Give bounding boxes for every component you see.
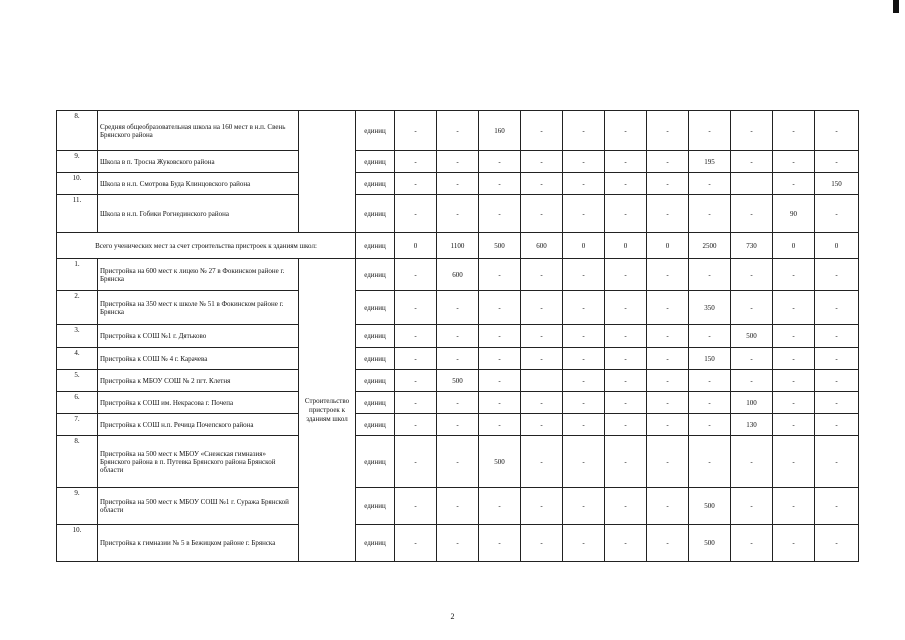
row-value: - <box>815 325 859 348</box>
row-value: 160 <box>479 111 521 151</box>
row-value: - <box>437 392 479 414</box>
row-number: 11. <box>57 195 98 233</box>
table-row <box>57 259 859 291</box>
row-unit: единиц <box>356 370 395 392</box>
row-value: - <box>395 436 437 488</box>
row-value: - <box>479 291 521 325</box>
total-value: 0 <box>395 233 437 259</box>
table-body <box>57 111 859 562</box>
row-value: - <box>521 488 563 525</box>
row-value: - <box>731 348 773 370</box>
row-value <box>731 173 773 195</box>
row-value: - <box>479 325 521 348</box>
total-value: 0 <box>647 233 689 259</box>
row-number: 8. <box>57 111 98 151</box>
table-row <box>57 370 859 392</box>
row-value: - <box>479 195 521 233</box>
row-value: - <box>731 111 773 151</box>
row-value: - <box>437 151 479 173</box>
row-value: - <box>521 291 563 325</box>
row-value: - <box>563 259 605 291</box>
row-value: - <box>605 173 647 195</box>
row-value: - <box>731 525 773 562</box>
row-value: - <box>773 436 815 488</box>
row-value: - <box>605 111 647 151</box>
row-value: - <box>479 370 521 392</box>
row-unit: единиц <box>356 151 395 173</box>
row-value: - <box>647 151 689 173</box>
row-value: - <box>647 173 689 195</box>
row-value: - <box>815 195 859 233</box>
row-value: - <box>773 392 815 414</box>
row-name: Пристройка к СОШ им. Некрасова г. Почепа <box>98 392 299 414</box>
row-value: - <box>773 348 815 370</box>
row-name: Средняя общеобразовательная школа на 160 мест в н.п. Свень Брянского района <box>98 111 299 151</box>
row-value: - <box>479 392 521 414</box>
row-value: - <box>437 195 479 233</box>
row-name: Пристройка на 500 мест к МБОУ СОШ №1 г. Суража Брянской области <box>98 488 299 525</box>
row-value: - <box>521 195 563 233</box>
row-value: - <box>437 291 479 325</box>
row-value: - <box>437 436 479 488</box>
row-value: - <box>563 414 605 436</box>
table-row <box>57 414 859 436</box>
row-name: Школа в н.п. Смотрова Буда Клинцовского района <box>98 173 299 195</box>
row-value: - <box>563 173 605 195</box>
row-value: - <box>479 151 521 173</box>
row-value: - <box>815 436 859 488</box>
row-unit: единиц <box>356 392 395 414</box>
row-unit: единиц <box>356 291 395 325</box>
row-value: - <box>773 525 815 562</box>
row-value: - <box>563 488 605 525</box>
row-value: - <box>563 291 605 325</box>
row-value: - <box>773 151 815 173</box>
row-value: - <box>605 259 647 291</box>
row-value: - <box>563 151 605 173</box>
table-row <box>57 291 859 325</box>
row-value: - <box>479 348 521 370</box>
row-name: Пристройка на 500 мест к МБОУ «Снежская гимназия» Брянского района в п. Путевка Брянского района Брянской области <box>98 436 299 488</box>
row-value: - <box>731 291 773 325</box>
row-value: - <box>605 488 647 525</box>
total-label: Всего ученических мест за счет строительства пристроек к зданиям школ: <box>57 233 356 259</box>
row-value: - <box>563 325 605 348</box>
row-value: - <box>395 151 437 173</box>
row-value: - <box>479 414 521 436</box>
row-unit: единиц <box>356 325 395 348</box>
row-name: Пристройка к СОШ № 4 г. Карачева <box>98 348 299 370</box>
row-value: - <box>647 291 689 325</box>
row-value: - <box>479 525 521 562</box>
row-number: 3. <box>57 325 98 348</box>
table-row <box>57 436 859 488</box>
row-value: - <box>395 414 437 436</box>
table-row <box>57 195 859 233</box>
row-value: - <box>773 173 815 195</box>
row-value: - <box>437 488 479 525</box>
row-value: 500 <box>479 436 521 488</box>
row-value: - <box>521 525 563 562</box>
table-row <box>57 151 859 173</box>
row-value: - <box>605 291 647 325</box>
row-value: - <box>521 259 563 291</box>
school-construction-table <box>56 110 859 562</box>
row-value: - <box>689 111 731 151</box>
row-value: 500 <box>689 488 731 525</box>
row-value: - <box>395 173 437 195</box>
row-value: - <box>815 525 859 562</box>
row-number: 5. <box>57 370 98 392</box>
row-value: - <box>521 392 563 414</box>
row-value: 195 <box>689 151 731 173</box>
row-value: - <box>479 173 521 195</box>
row-name: Пристройка к СОШ №1 г. Дятьково <box>98 325 299 348</box>
row-value: - <box>395 488 437 525</box>
row-value: - <box>563 370 605 392</box>
corner-mark <box>893 0 899 13</box>
row-value: - <box>605 325 647 348</box>
row-value: - <box>689 325 731 348</box>
row-number: 10. <box>57 525 98 562</box>
row-name: Школа в п. Тросна Жуковского района <box>98 151 299 173</box>
table-row <box>57 173 859 195</box>
total-value: 0 <box>773 233 815 259</box>
row-number: 10. <box>57 173 98 195</box>
row-value: - <box>563 436 605 488</box>
row-number: 9. <box>57 488 98 525</box>
row-name: Пристройка к гимназии № 5 в Бежицком районе г. Брянска <box>98 525 299 562</box>
table-row <box>57 488 859 525</box>
total-value: 0 <box>563 233 605 259</box>
row-value: 100 <box>731 392 773 414</box>
row-value: 150 <box>689 348 731 370</box>
table-row <box>57 348 859 370</box>
row-value: 130 <box>731 414 773 436</box>
row-unit: единиц <box>356 348 395 370</box>
row-value: - <box>521 414 563 436</box>
row-unit: единиц <box>356 488 395 525</box>
row-value: - <box>521 173 563 195</box>
row-value: - <box>437 111 479 151</box>
row-number: 1. <box>57 259 98 291</box>
row-value: - <box>815 488 859 525</box>
row-name: Школа в н.п. Гобики Рогнединского района <box>98 195 299 233</box>
row-value: - <box>773 259 815 291</box>
row-value: - <box>689 436 731 488</box>
row-value: - <box>479 488 521 525</box>
row-value: 500 <box>731 325 773 348</box>
total-value: 1100 <box>437 233 479 259</box>
row-value: - <box>773 488 815 525</box>
row-value: - <box>731 151 773 173</box>
row-name: Пристройка к МБОУ СОШ № 2 пгт. Клетня <box>98 370 299 392</box>
row-value: - <box>521 111 563 151</box>
row-unit: единиц <box>356 195 395 233</box>
row-value: - <box>563 392 605 414</box>
row-name: Пристройка на 600 мест к лицею № 27 в Фокинском районе г. Брянска <box>98 259 299 291</box>
row-value: 600 <box>437 259 479 291</box>
row-value: - <box>605 436 647 488</box>
row-value: - <box>605 525 647 562</box>
row-value: - <box>773 325 815 348</box>
row-value: - <box>647 325 689 348</box>
row-value: - <box>647 259 689 291</box>
row-value: - <box>731 259 773 291</box>
row-value: - <box>395 195 437 233</box>
total-value: 2500 <box>689 233 731 259</box>
row-value: - <box>815 111 859 151</box>
total-value: 0 <box>605 233 647 259</box>
row-value: - <box>605 348 647 370</box>
row-value: - <box>605 151 647 173</box>
row-value: 350 <box>689 291 731 325</box>
total-value: 730 <box>731 233 773 259</box>
table-row <box>57 392 859 414</box>
row-value: - <box>521 325 563 348</box>
row-value: - <box>647 488 689 525</box>
row-value: - <box>395 392 437 414</box>
row-value: - <box>395 370 437 392</box>
row-number: 4. <box>57 348 98 370</box>
row-value: - <box>647 392 689 414</box>
row-value: - <box>563 195 605 233</box>
row-number: 7. <box>57 414 98 436</box>
row-value: - <box>563 525 605 562</box>
row-value: - <box>395 525 437 562</box>
row-value <box>521 370 563 392</box>
row-value: - <box>647 370 689 392</box>
row-unit: единиц <box>356 414 395 436</box>
row-value: - <box>605 414 647 436</box>
row-unit: единиц <box>356 436 395 488</box>
row-value: - <box>521 436 563 488</box>
row-value: - <box>731 436 773 488</box>
row-value: - <box>731 195 773 233</box>
row-value: - <box>773 291 815 325</box>
row-value: - <box>563 111 605 151</box>
row-value: - <box>689 173 731 195</box>
row-value: 150 <box>815 173 859 195</box>
row-value: - <box>521 348 563 370</box>
row-value: - <box>437 325 479 348</box>
row-value: - <box>815 348 859 370</box>
row-value: - <box>689 195 731 233</box>
row-value: 500 <box>437 370 479 392</box>
row-unit: единиц <box>356 259 395 291</box>
row-value: - <box>647 348 689 370</box>
row-value: - <box>647 414 689 436</box>
category-cell-empty <box>299 111 356 233</box>
row-value: - <box>731 488 773 525</box>
total-unit: единиц <box>356 233 395 259</box>
row-value: - <box>437 525 479 562</box>
row-value: - <box>647 525 689 562</box>
row-value: - <box>815 392 859 414</box>
row-value: - <box>815 291 859 325</box>
row-number: 9. <box>57 151 98 173</box>
row-value: - <box>437 348 479 370</box>
page-number: 2 <box>450 612 455 621</box>
row-value: - <box>437 173 479 195</box>
row-value: - <box>395 291 437 325</box>
table-row <box>57 525 859 562</box>
row-unit: единиц <box>356 525 395 562</box>
row-value: - <box>479 259 521 291</box>
row-name: Пристройка на 350 мест к школе № 51 в Фокинском районе г. Брянска <box>98 291 299 325</box>
row-value: - <box>773 414 815 436</box>
row-value: - <box>437 414 479 436</box>
row-value: 500 <box>689 525 731 562</box>
row-number: 2. <box>57 291 98 325</box>
row-name: Пристройка к СОШ н.п. Речица Почепского района <box>98 414 299 436</box>
row-value: - <box>689 392 731 414</box>
category-label: Строительство пристроек к зданиям школ <box>299 259 356 562</box>
total-value: 600 <box>521 233 563 259</box>
row-value: - <box>563 348 605 370</box>
row-value: - <box>815 259 859 291</box>
row-value: - <box>647 436 689 488</box>
row-value: - <box>521 151 563 173</box>
total-row <box>57 233 859 259</box>
row-value: - <box>647 195 689 233</box>
row-value: - <box>815 151 859 173</box>
row-unit: единиц <box>356 111 395 151</box>
row-value: - <box>395 325 437 348</box>
row-value: - <box>605 195 647 233</box>
table-row <box>57 111 859 151</box>
row-value: - <box>395 348 437 370</box>
row-value: 90 <box>773 195 815 233</box>
row-value: - <box>773 370 815 392</box>
total-value: 500 <box>479 233 521 259</box>
row-value: - <box>605 392 647 414</box>
row-value: - <box>647 111 689 151</box>
row-value: - <box>689 259 731 291</box>
row-value: - <box>689 414 731 436</box>
row-unit: единиц <box>356 173 395 195</box>
row-value: - <box>689 370 731 392</box>
row-value: - <box>395 111 437 151</box>
row-value: - <box>773 111 815 151</box>
row-value: - <box>815 414 859 436</box>
row-value: - <box>731 370 773 392</box>
row-value: - <box>815 370 859 392</box>
row-number: 8. <box>57 436 98 488</box>
row-value: - <box>395 259 437 291</box>
table-row <box>57 325 859 348</box>
row-value: - <box>605 370 647 392</box>
row-number: 6. <box>57 392 98 414</box>
total-value: 0 <box>815 233 859 259</box>
